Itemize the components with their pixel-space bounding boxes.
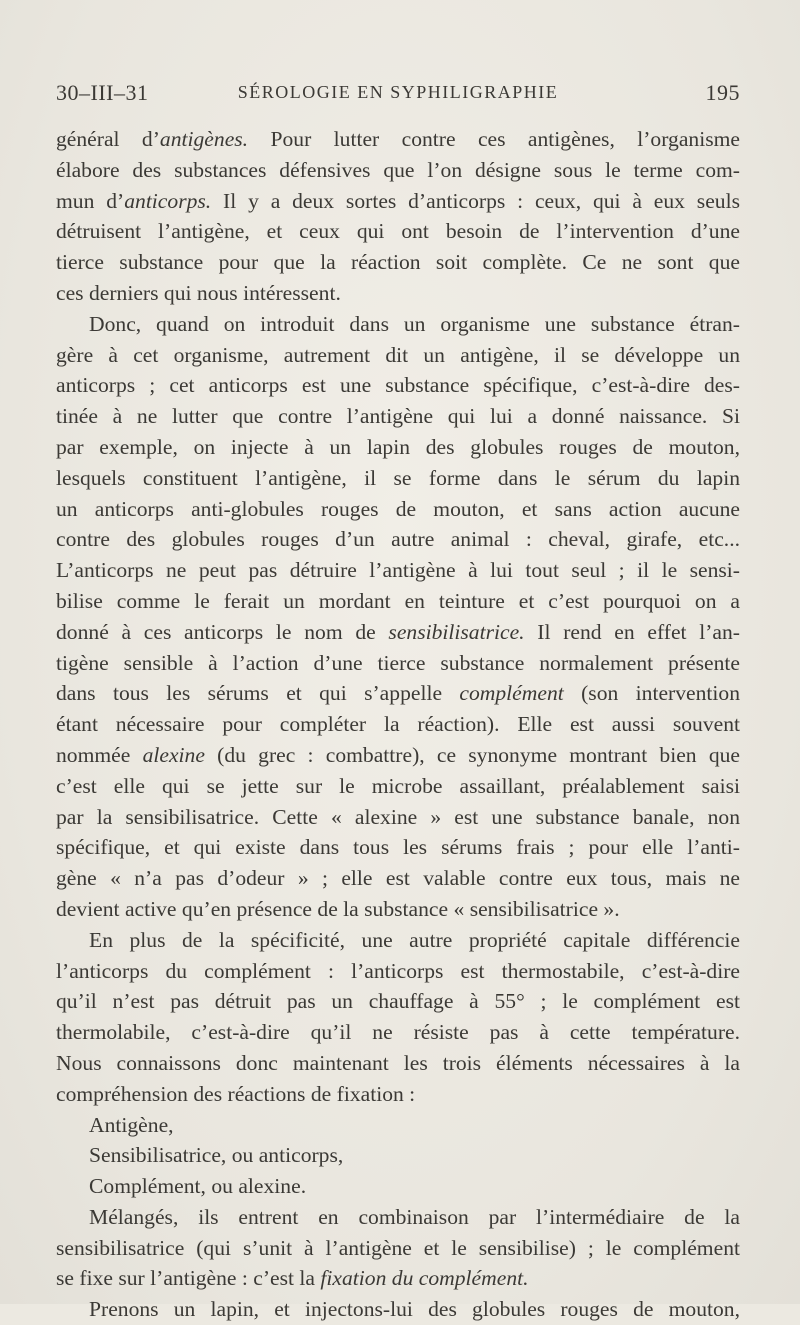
text-line xyxy=(56,494,740,525)
text-line xyxy=(56,986,740,1017)
header-title: SÉROLOGIE EN SYPHILIGRAPHIE xyxy=(237,82,559,102)
text-run: Mélangés, ils entrent en combinaison par l’intermédiaire de la xyxy=(89,1204,740,1229)
text-line xyxy=(56,524,740,555)
italic-term: complément xyxy=(459,681,564,706)
text-run: En plus de la spécificité, une autre propriété capitale différencie xyxy=(89,927,740,952)
text-run: Il rend en effet l’an- xyxy=(524,619,740,644)
text-run: élabore des substances défensives que l’on désigne sous le terme com- xyxy=(56,157,740,182)
italic-term: anticorps. xyxy=(124,188,212,213)
text-run: donné à ces anticorps le nom de xyxy=(56,619,389,644)
text-run: Complément, ou alexine. xyxy=(89,1174,307,1199)
text-run: lesquels constituent l’antigène, il se forme dans le sérum du lapin xyxy=(56,465,740,490)
text-line xyxy=(56,124,740,155)
text-line xyxy=(56,617,740,648)
text-line xyxy=(56,1017,740,1048)
text-run: qu’il n’est pas détruit pas un chauffage à 55° ; le complément est xyxy=(56,989,740,1014)
text-line xyxy=(56,586,740,617)
text-run: gère à cet organisme, autrement dit un antigène, il se développe un xyxy=(56,342,740,367)
italic-term: fixation du complément. xyxy=(320,1266,529,1291)
text-run: un anticorps anti-globules rouges de mouton, et sans action aucune xyxy=(56,496,740,521)
text-line xyxy=(56,771,740,802)
text-line xyxy=(56,832,740,863)
text-line xyxy=(56,1048,740,1079)
text-run: tinée à ne lutter que contre l’antigène qui lui a donné naissance. Si xyxy=(56,404,740,429)
text-run: bilise comme le ferait un mordant en teinture et c’est pourquoi on a xyxy=(56,588,740,613)
text-run: se fixe sur l’antigène : c’est la xyxy=(56,1266,321,1291)
header-date: 30–III–31 xyxy=(56,80,149,105)
text-line xyxy=(56,709,740,740)
text-run: dans tous les sérums et qui s’appelle xyxy=(56,681,460,706)
text-line xyxy=(56,463,740,494)
text-run: compréhension des réactions de fixation : xyxy=(56,1081,416,1106)
text-line xyxy=(56,247,740,278)
paragraph xyxy=(56,309,740,925)
running-header xyxy=(56,80,740,114)
text-run: L’anticorps ne peut pas détruire l’antigène à lui tout seul ; il le sensi- xyxy=(56,558,740,583)
text-run: (son intervention xyxy=(563,681,741,706)
text-run: par exemple, on injecte à un lapin des globules rouges de mouton, xyxy=(56,434,740,459)
text-line xyxy=(56,216,740,247)
paragraph xyxy=(56,1202,740,1294)
text-run: (du grec : combattre), ce synonyme montrant bien que xyxy=(204,742,740,767)
text-line xyxy=(56,155,740,186)
text-run: général d’ xyxy=(56,127,160,151)
text-line xyxy=(56,863,740,894)
text-line xyxy=(56,1202,740,1233)
text-run: Sensibilisatrice, ou anticorps, xyxy=(89,1143,344,1168)
element-list xyxy=(56,1110,740,1202)
text-line xyxy=(56,309,740,340)
text-line xyxy=(56,278,740,309)
text-line xyxy=(56,432,740,463)
text-line xyxy=(56,186,740,217)
paragraph xyxy=(56,925,740,1110)
text-run: sensibilisatrice (qui s’unit à l’antigène et le sensibilise) ; le complément xyxy=(56,1235,740,1260)
text-run: Antigène, xyxy=(89,1112,174,1137)
text-run: Nous connaissons donc maintenant les trois éléments nécessaires à la xyxy=(56,1050,740,1075)
text-run: tigène sensible à l’action d’une tierce substance normalement présente xyxy=(56,650,740,675)
text-run: tierce substance pour que la réaction soit complète. Ce ne sont que xyxy=(56,250,740,275)
paragraph xyxy=(56,1294,740,1325)
text-line xyxy=(56,555,740,586)
text-line xyxy=(56,648,740,679)
text-run: spécifique, et qui existe dans tous les sérums frais ; pour elle l’anti- xyxy=(56,835,740,860)
text-line xyxy=(56,740,740,771)
text-run: devient active qu’en présence de la substance « sensibilisatrice ». xyxy=(56,896,620,921)
text-line xyxy=(56,1263,740,1294)
text-run: détruisent l’antigène, et ceux qui ont besoin de l’intervention d’une xyxy=(56,219,740,244)
text-run: Pour lutter contre ces antigènes, l’organisme xyxy=(248,127,740,151)
text-line xyxy=(56,1233,740,1264)
text-run: Donc, quand on introduit dans un organisme une substance étran- xyxy=(89,311,740,336)
text-line xyxy=(56,925,740,956)
text-line xyxy=(56,370,740,401)
italic-term: sensibilisatrice. xyxy=(388,619,525,644)
text-line xyxy=(56,802,740,833)
list-item xyxy=(56,1140,740,1171)
text-run: gène « n’a pas d’odeur » ; elle est valable contre eux tous, mais ne xyxy=(56,866,740,891)
text-run: anticorps ; cet anticorps est une substance spécifique, c’est-à-dire des- xyxy=(56,373,740,398)
text-run: nommée xyxy=(56,742,143,767)
paragraph xyxy=(56,124,740,309)
text-run: contre des globules rouges d’un autre animal : cheval, girafe, etc... xyxy=(56,527,740,552)
text-line xyxy=(56,1079,740,1110)
text-run: étant nécessaire pour compléter la réaction). Elle est aussi souvent xyxy=(56,712,740,737)
text-run: Il y a deux sortes d’anticorps : ceux, qui à eux seuls xyxy=(211,188,740,213)
text-run: ces derniers qui nous intéressent. xyxy=(56,280,341,305)
list-item xyxy=(56,1171,740,1202)
text-line xyxy=(56,340,740,371)
italic-term: antigènes. xyxy=(159,127,249,151)
text-line xyxy=(56,678,740,709)
list-item xyxy=(56,1110,740,1141)
body-text xyxy=(56,124,740,1325)
text-run: par la sensibilisatrice. Cette « alexine » est une substance banale, non xyxy=(56,804,740,829)
text-line xyxy=(56,401,740,432)
italic-term: alexine xyxy=(142,742,205,767)
text-run: Prenons un lapin, et injectons-lui des globules rouges de mouton, xyxy=(89,1297,740,1322)
text-run: c’est elle qui se jette sur le microbe assaillant, préalablement saisi xyxy=(56,773,740,798)
text-line xyxy=(56,894,740,925)
text-run: thermolabile, c’est-à-dire qu’il ne résiste pas à cette température. xyxy=(56,1020,740,1045)
text-run: mun d’ xyxy=(56,188,125,213)
text-line xyxy=(56,1294,740,1325)
text-run: l’anticorps du complément : l’anticorps est thermostabile, c’est-à-dire xyxy=(56,958,740,983)
page-number: 195 xyxy=(705,80,740,105)
text-line xyxy=(56,956,740,987)
